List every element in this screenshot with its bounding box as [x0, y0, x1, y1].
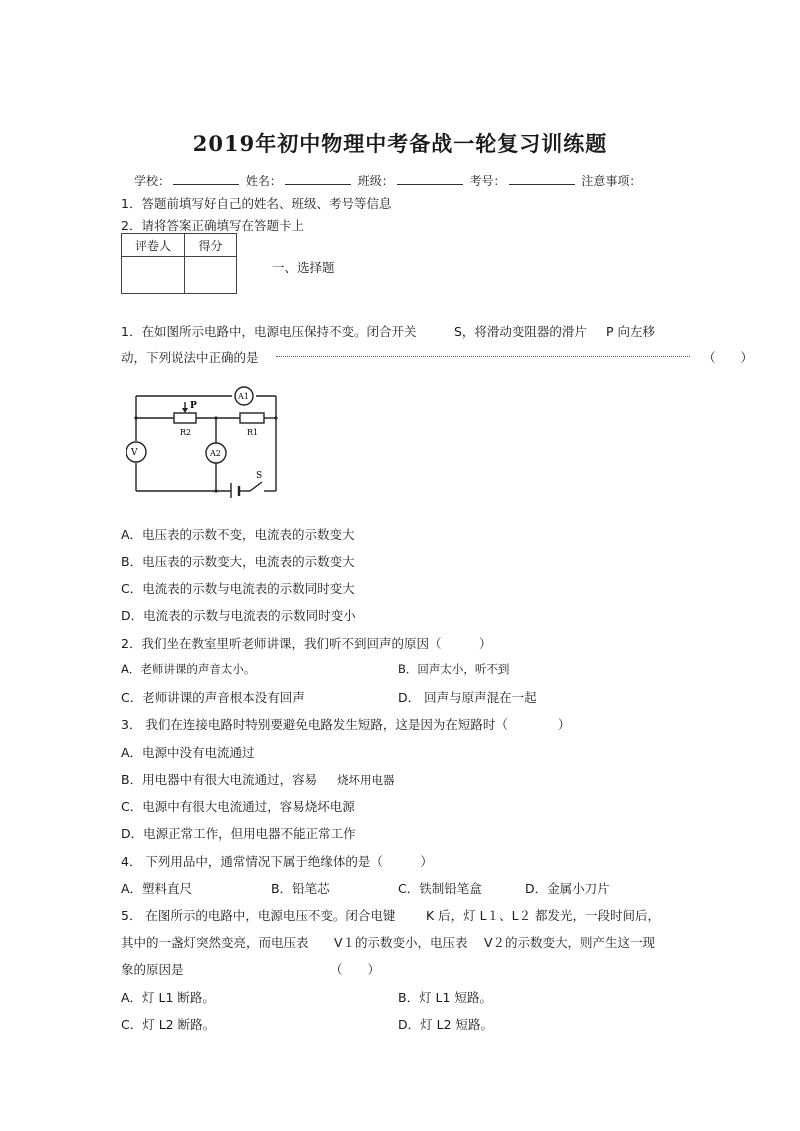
q1-option-b[interactable]: B．电压表的示数变大，电流表的示数变大 [121, 554, 355, 569]
q2-option-a[interactable]: A．老师讲课的声音太小。 [121, 662, 256, 676]
q2-option-c[interactable]: C．老师讲课的声音根本没有回声 [121, 690, 305, 705]
q1-stem-line2: 动，下列说法中正确的是 [121, 350, 259, 365]
school-blank[interactable] [173, 172, 239, 185]
q1-option-d[interactable]: D．电流表的示数与电流表的示数同时变小 [121, 608, 356, 623]
q4-option-a[interactable]: A．塑料直尺 [121, 881, 193, 896]
score-cell[interactable] [185, 257, 237, 294]
q3-option-d[interactable]: D．电源正常工作，但用电器不能正常工作 [121, 826, 356, 841]
student-info-line [134, 172, 641, 189]
exam-no-blank[interactable] [509, 172, 575, 185]
q5-stem-line1b: K 后，灯 L１、L２ 都发光，一段时间后， [426, 908, 661, 923]
q5-stem-line3: 象的原因是 [121, 962, 184, 977]
section-title: 一、选择题 [272, 260, 335, 275]
resistor-r2-symbol [174, 413, 196, 423]
resistor-r1-symbol [240, 413, 264, 423]
label-p: P [190, 401, 197, 411]
q2-option-b[interactable]: B．回声太小，听不到 [398, 662, 510, 676]
q5-option-c[interactable]: C．灯 L2 断路。 [121, 1017, 216, 1032]
label-r2: R2 [180, 428, 192, 437]
q3-option-a[interactable]: A．电源中没有电流通过 [121, 745, 255, 760]
name-blank[interactable] [285, 172, 351, 185]
q4-option-d[interactable]: D．金属小刀片 [525, 881, 610, 896]
class-label: 班级： [357, 174, 394, 188]
class-blank[interactable] [397, 172, 463, 185]
q3-stem: 3． 我们在连接电路时特别要避免电路发生短路，这是因为在短路时（ ） [121, 717, 571, 732]
grader-header: 评卷人 [122, 234, 185, 257]
q4-stem: 4． 下列用品中，通常情况下属于绝缘体的是（ ） [121, 854, 433, 869]
label-v: V [131, 448, 138, 458]
q4-option-c[interactable]: C．铁制铅笔盒 [398, 881, 482, 896]
q5-stem-line2b: V１的示数变小，电压表 [334, 935, 468, 950]
q3-option-b[interactable] [121, 770, 395, 788]
q3-option-c[interactable]: C．电源中有很大电流通过，容易烧坏电源 [121, 799, 355, 814]
note-2: 2．请将答案正确填写在答题卡上 [121, 218, 304, 233]
q5-stem-line2c: V２的示数变大，则产生这一现 [484, 935, 656, 950]
q3-option-b-part2: 烧坏用电器 [337, 773, 395, 787]
q5-stem-line1a: 5． 在图所示的电路中，电源电压不变。闭合电键 [121, 908, 396, 923]
grader-cell[interactable] [122, 257, 185, 294]
label-r1: R1 [247, 428, 259, 437]
notice-label: 注意事项： [581, 174, 642, 188]
circuit-diagram-q1 [126, 380, 286, 498]
q1-option-c[interactable]: C．电流表的示数与电流表的示数同时变大 [121, 581, 355, 596]
q1-option-a[interactable]: A．电压表的示数不变，电流表的示数变大 [121, 527, 355, 542]
label-s: S [256, 471, 263, 481]
q1-answer-dots [276, 355, 690, 357]
score-header: 得分 [185, 234, 237, 257]
q1-stem-switch: S，将滑动变阻器的滑片 [454, 324, 587, 339]
label-a1: A1 [238, 392, 249, 401]
q5-option-d[interactable]: D．灯 L2 短路。 [398, 1017, 493, 1032]
school-label: 学校： [134, 174, 171, 188]
q5-answer-paren[interactable]: （ ） [330, 962, 381, 977]
q2-option-d[interactable]: D． 回声与原声混在一起 [398, 690, 537, 705]
label-a2: A2 [210, 449, 221, 458]
exam-no-label: 考号： [469, 174, 506, 188]
q2-stem: 2．我们坐在教室里听老师讲课，我们听不到回声的原因（ ） [121, 636, 492, 651]
q3-option-b-part1: B．用电器中有很大电流通过，容易 [121, 772, 318, 787]
q1-stem-line1: 1．在如图所示电路中，电源电压保持不变。闭合开关 [121, 324, 417, 339]
q4-option-b[interactable]: B．铅笔芯 [271, 881, 330, 896]
name-label: 姓名： [245, 174, 282, 188]
q5-option-b[interactable]: B．灯 L1 短路。 [398, 990, 492, 1005]
q1-stem-slider: P 向左移 [606, 324, 656, 339]
page-title: 2019年初中物理中考备战一轮复习训练题 [192, 131, 608, 156]
q5-stem-line2a: 其中的一盏灯突然变亮，而电压表 [121, 935, 309, 950]
score-table [121, 233, 237, 294]
note-1: 1．答题前填写好自己的姓名、班级、考号等信息 [121, 196, 392, 211]
q1-answer-paren[interactable]: （ ） [703, 350, 754, 365]
q5-option-a[interactable]: A．灯 L1 断路。 [121, 990, 215, 1005]
